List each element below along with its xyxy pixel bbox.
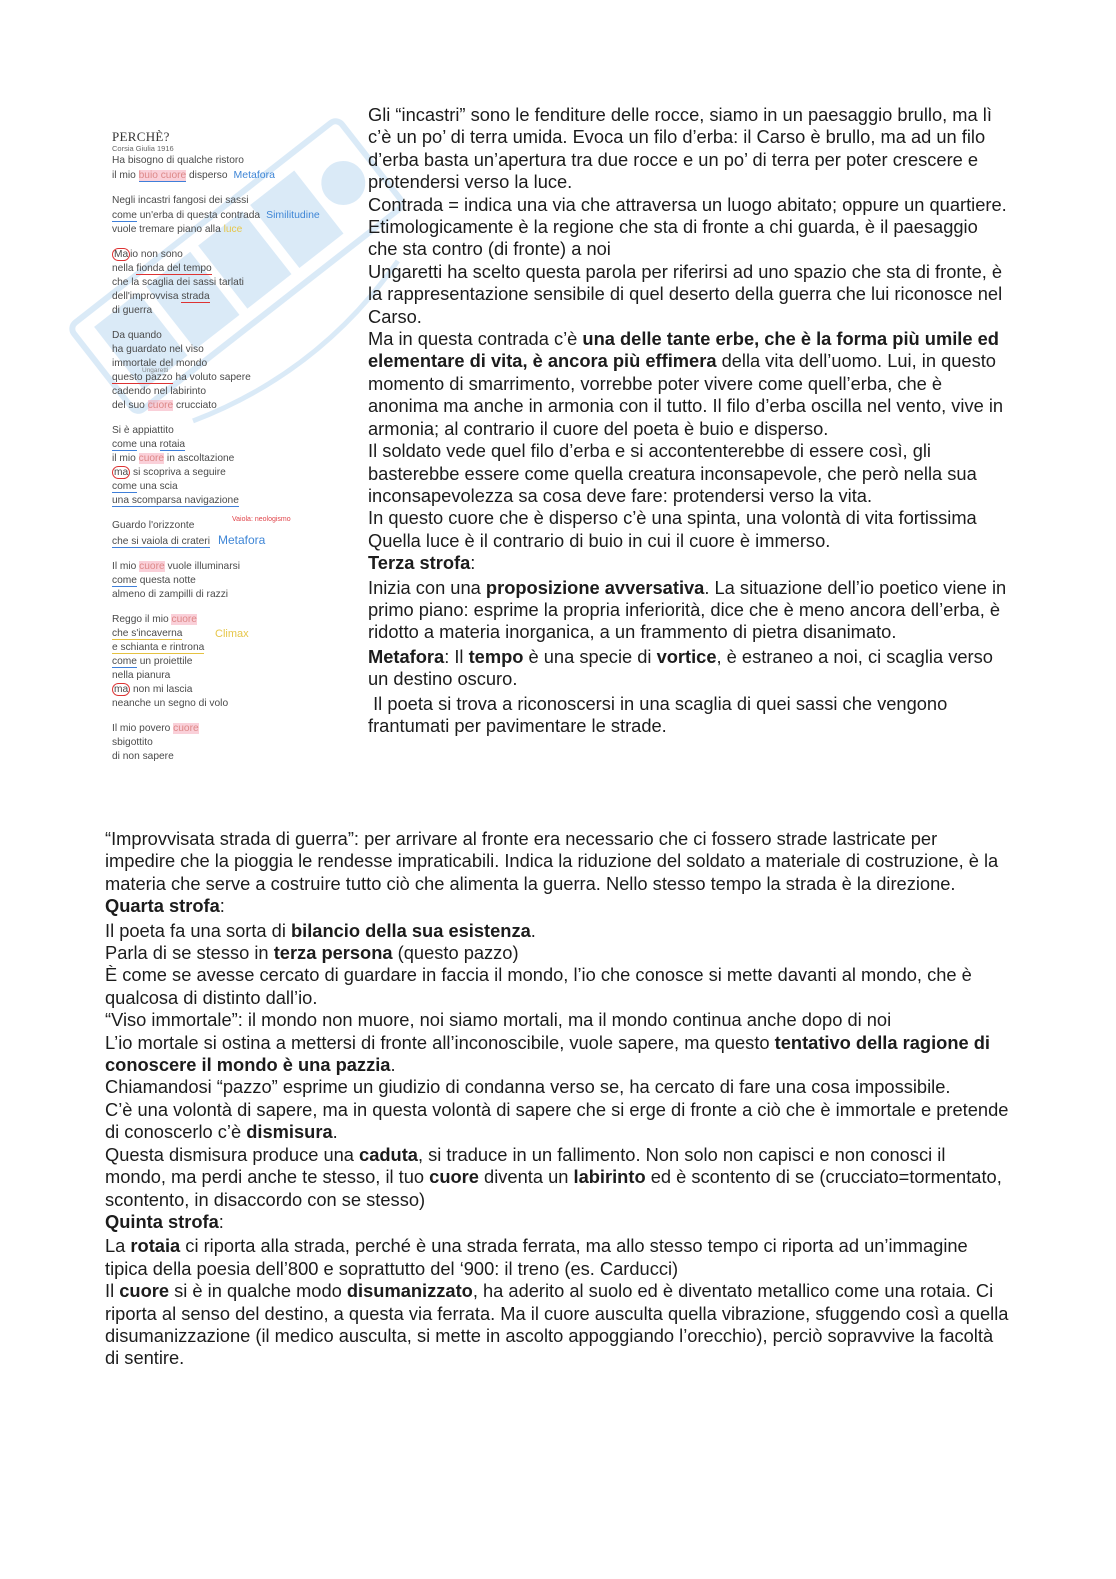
paragraph: C’è una volontà di sapere, ma in questa volontà di sapere che si erge di fronte a ciò che è immortale e pretende di conoscerlo c’è dismisura. — [105, 1098, 1009, 1143]
poem-line: il mio cuore in ascoltazione — [112, 453, 235, 464]
poem-line: Il mio cuore vuole illuminarsi — [112, 561, 240, 572]
poem-line: Si è appiattito — [112, 425, 174, 436]
poem-line: Il mio povero cuore — [112, 723, 199, 734]
poem-line: Ha bisogno di qualche ristoro — [112, 155, 244, 166]
poem-stanza — [112, 248, 367, 318]
paragraph: Parla di se stesso in terza persona (questo pazzo) — [105, 942, 519, 964]
poem-stanza — [112, 424, 367, 508]
poem-line: come un'erba di questa contrada Similitudine — [112, 209, 320, 221]
paragraph: Metafora: Il tempo è una specie di vortice, è estraneo a noi, ci scaglia verso un destino oscuro. — [368, 645, 993, 690]
poem-stanza — [112, 329, 367, 413]
commentary-column — [368, 104, 1008, 737]
paragraph: L’io mortale si ostina a mettersi di fronte all’inconoscibile, vuole sapere, ma questo tentativo della ragione di conoscere il mondo è una pazzia. — [105, 1031, 990, 1076]
paragraph: Chiamandosi “pazzo” esprime un giudizio di condanna verso se, ha cercato di fare una cosa impossibile. — [105, 1076, 951, 1098]
poem-line: che s'incaverna Climax — [112, 628, 249, 640]
poem-line: di guerra — [112, 305, 153, 316]
poem-line: dell'improvvisa strada — [112, 291, 210, 302]
poem-line: nella fionda del tempo — [112, 263, 212, 274]
paragraph: Questa dismisura produce una caduta, si traduce in un fallimento. Non solo non capisci e non conosci il mondo, ma perdi anche te stesso, il tuo cuore diventa un labirinto ed è scontento di se (crucciato=tormentato, scontento, in disaccordo con se stesso) — [105, 1143, 1002, 1210]
paragraph: Quella luce è il contrario di buio in cui il cuore è immerso. — [368, 529, 831, 551]
poem-line: come un proiettile — [112, 656, 193, 667]
poem-line: nella pianura — [112, 670, 171, 681]
poem-line: cadendo nel labirinto — [112, 386, 207, 397]
commentary-full-width — [105, 828, 1010, 1370]
annotation-neologismo: Vaiola: neologismo — [232, 516, 291, 523]
poem-line: neanche un segno di volo — [112, 698, 229, 709]
poem-line: il mio buio cuore disperso Metafora — [112, 169, 275, 181]
paragraph: Il soldato vede quel filo d’erba e si accontenterebbe di essere così, gli basterebbe essere come quella creatura inconsapevole, che però nella sua inconsapevolezza sa cosa deve fare: protendersi verso la vita. — [368, 440, 977, 506]
paragraph: “Improvvisata strada di guerra”: per arrivare al fronte era necessario che ci fossero strade lastricate per impedire che la pioggia le rendesse impraticabili. Indica la riduzione del soldato a materiale di costruzione, è la materia che serve a costruire tutto ciò che alimenta la guerra. Nello stesso tempo la strada è la direzione. — [105, 828, 999, 894]
paragraph: Il poeta si trova a riconoscersi in una scaglia di quei sassi che vengono frantumati per pavimentare le strade. — [368, 692, 953, 736]
poem-line: di non sapere — [112, 751, 174, 762]
poem-line: Guardo l'orizzonte Vaiola: neologismo — [112, 519, 367, 533]
poem-line: ma si scopriva a seguire — [114, 467, 226, 478]
paragraph: È come se avesse cercato di guardare in faccia il mondo, l’io che conosce si mette davanti al mondo, che è qualcosa di distinto dall’io. — [105, 964, 972, 1008]
poem-line: ha guardato nel viso — [112, 344, 204, 355]
poem-line: che si vaiola di crateri Metafora — [112, 533, 266, 547]
poem-line: Negli incastri fangosi dei sassi — [112, 195, 249, 206]
section-heading: Terza strofa: — [368, 552, 476, 574]
section-heading: Quinta strofa: — [105, 1210, 224, 1232]
annotation-ungaretti: Ungaretti — [142, 367, 169, 374]
poem-line: Ungaretti questo pazzo ha voluto sapere — [112, 371, 367, 385]
poem-line: ma non mi lascia — [114, 684, 193, 695]
poem-line: Ma io non sono — [114, 249, 183, 260]
poem-image — [112, 130, 367, 764]
poem-line: come una scia — [112, 481, 178, 492]
poem-line: sbigottito — [112, 737, 153, 748]
poem-line: Da quando — [112, 330, 162, 341]
paragraph: Contrada = indica una via che attraversa un luogo abitato; oppure un quartiere. Etimologicamente è la regione che sta di fronte a chi guarda, è il paesaggio che sta contro (di fronte) a noi — [368, 193, 1007, 260]
poem-stanza — [112, 194, 367, 237]
paragraph: Gli “incastri” sono le fenditure delle rocce, siamo in un paesaggio brullo, ma lì c’è un po’ di terra umida. Evoca un filo d’erba: il Carso è brullo, ma ad un filo d’erba basta un’apertura tra due rocce e un po’ di terra per poter crescere e protendersi verso la luce. — [368, 104, 992, 193]
poem-line: vuole tremare piano alla luce — [112, 224, 243, 235]
paragraph: “Viso immortale”: il mondo non muore, noi siamo mortali, ma il mondo continua anche dopo di noi — [105, 1009, 892, 1031]
paragraph: Il cuore si è in qualche modo disumanizzato, ha aderito al suolo ed è diventato metallico come una rotaia. Ci riporta al senso del destino, a questa via ferrata. Ma il cuore ausculta quella vibrazione, sfuggendo così a quella disumanizzazione (il medico ausculta, si mette in ascolto appoggiando l’orecchio), perciò sopravvive la facoltà di sentire. — [105, 1280, 1009, 1369]
paragraph: In questo cuore che è disperso c’è una spinta, una volontà di vita fortissima — [368, 507, 977, 529]
paragraph: Il poeta fa una sorta di bilancio della sua esistenza. — [105, 919, 536, 941]
poem-line: come questa notte — [112, 575, 196, 586]
annotation-metafora: Metafora — [233, 169, 275, 181]
poem-stanza — [112, 560, 367, 602]
paragraph: La rotaia ci riporta alla strada, perché è una strada ferrata, ma allo stesso tempo ci riporta ad un’immagine tipica della poesia dell’800 e soprattutto del ‘900: il treno (es. Carducci) — [105, 1235, 968, 1279]
poem-line: immortale del mondo — [112, 358, 208, 369]
annotation-similitudine: Similitudine — [266, 209, 320, 221]
poem-stanza — [112, 722, 367, 764]
poem-date: Corsia Giulia 1916 — [112, 144, 174, 153]
poem-stanza — [112, 613, 367, 711]
poem-line: che la scaglia dei sassi tarlati — [112, 277, 244, 288]
paragraph: Ma in questa contrada c’è una delle tante erbe, che è la forma più umile ed elementare di vita, è ancora più effimera della vita dell’uomo. Lui, in questo momento di smarrimento, vorrebbe poter vivere come quell’erba, che è anonima ma anche in armonia con il tutto. Il filo d’erba oscilla nel vento, vive in armonia; al contrario il cuore del poeta è buio e disperso. — [368, 328, 1004, 439]
poem-line: del suo cuore crucciato — [112, 400, 217, 411]
poem-line: Reggo il mio cuore — [112, 614, 197, 625]
poem-title: PERCHÈ? — [112, 129, 170, 144]
poem-line: e schianta e rintrona — [112, 642, 205, 653]
annotation-metafora-2: Metafora — [217, 533, 266, 547]
poem-line: almeno di zampilli di razzi — [112, 589, 229, 600]
paragraph: Inizia con una proposizione avversativa. La situazione dell’io poetico viene in primo piano: esprime la propria inferiorità, dice che è meno ancora dell’erba, è ridotto a materia inorganica, a un frammento di pietra disanimato. — [368, 576, 1007, 643]
section-heading: Quarta strofa: — [105, 895, 225, 917]
poem-stanza — [112, 516, 367, 549]
poem-line: come una rotaia — [112, 439, 186, 450]
annotation-climax: Climax — [215, 628, 249, 640]
paragraph: Ungaretti ha scelto questa parola per riferirsi ad uno spazio che sta di fronte, è la rappresentazione sensibile di quel deserto della guerra che lui riconosce nel Carso. — [368, 260, 1003, 327]
poem-line: una scomparsa navigazione — [112, 495, 239, 506]
